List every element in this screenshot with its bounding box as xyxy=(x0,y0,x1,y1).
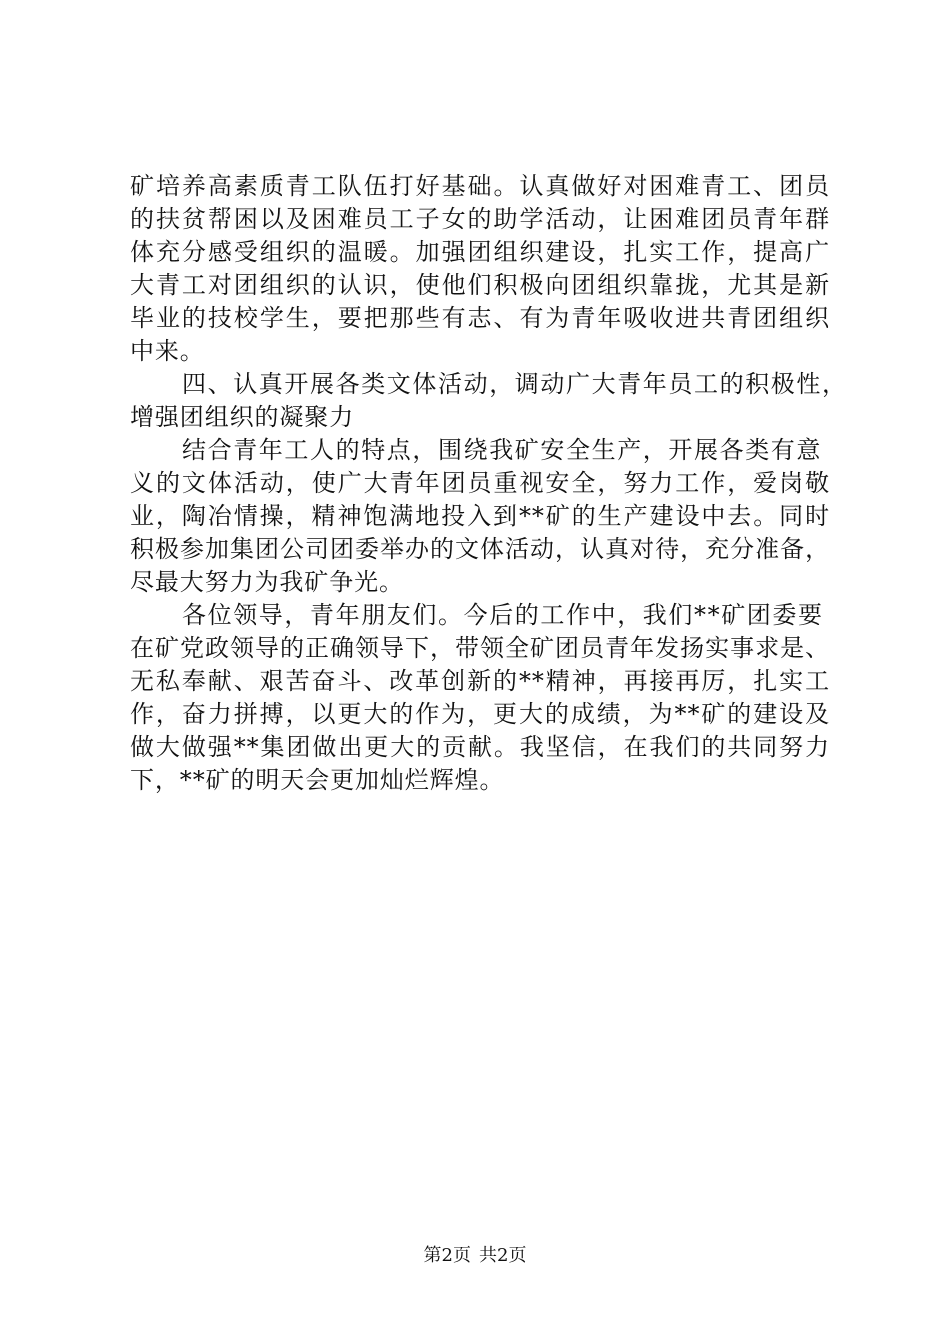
document-body xyxy=(130,170,848,797)
page-number-current: 第2页 xyxy=(423,1245,471,1266)
text-line: 大青工对团组织的认识，使他们积极向团组织靠拢，尤其是新 xyxy=(130,271,830,299)
text-line: 各位领导，青年朋友们。今后的工作中，我们**矿团委要 xyxy=(182,601,824,629)
page-number-total: 共2页 xyxy=(479,1245,527,1266)
text-line: 业，陶冶情操，精神饱满地投入到**矿的生产建设中去。同时 xyxy=(130,502,830,530)
text-line: 的扶贫帮困以及困难员工子女的助学活动，让困难团员青年群 xyxy=(130,205,830,233)
text-line: 作，奋力拼搏，以更大的作为，更大的成绩，为**矿的建设及 xyxy=(130,700,830,728)
text-line: 结合青年工人的特点，围绕我矿安全生产，开展各类有意 xyxy=(182,436,822,464)
text-line: 中来。 xyxy=(130,337,205,365)
text-line: 积极参加集团公司团委举办的文体活动，认真对待，充分准备， xyxy=(130,535,830,563)
text-line: 尽最大努力为我矿争光。 xyxy=(130,568,404,596)
text-line: 毕业的技校学生，要把那些有志、有为青年吸收进共青团组织 xyxy=(130,304,830,332)
text-line: 下，**矿的明天会更加灿烂辉煌。 xyxy=(130,766,505,794)
text-line: 矿培养高素质青工队伍打好基础。认真做好对困难青工、团员 xyxy=(130,172,830,200)
section-heading-line: 四、认真开展各类文体活动，调动广大青年员工的积极性， xyxy=(182,370,848,398)
text-line: 在矿党政领导的正确领导下，带领全矿团员青年发扬实事求是、 xyxy=(130,634,830,662)
text-line: 义的文体活动，使广大青年团员重视安全，努力工作，爱岗敬 xyxy=(130,469,830,497)
text-line: 无私奉献、艰苦奋斗、改革创新的**精神，再接再厉，扎实工 xyxy=(130,667,830,695)
text-line: 做大做强**集团做出更大的贡献。我坚信，在我们的共同努力 xyxy=(130,733,830,761)
section-heading-line: 增强团组织的凝聚力 xyxy=(130,403,355,431)
text-line: 体充分感受组织的温暖。加强团组织建设，扎实工作，提高广 xyxy=(130,238,830,266)
page-footer xyxy=(0,1244,950,1268)
